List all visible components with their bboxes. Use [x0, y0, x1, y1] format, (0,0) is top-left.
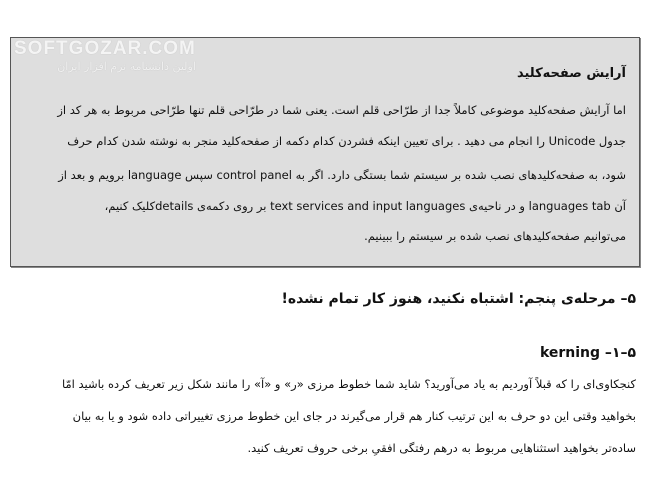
section-heading: ۵– مرحله‌ی پنجم: اشتباه نکنید، هنوز کار تمام نشده! [281, 291, 636, 307]
watermark-brand: SOFTGOZAR.COM [14, 38, 196, 59]
watermark-tagline: اولین دانشنامه نرم افزار ایران [57, 60, 196, 73]
box-line: آن languages tab و در ناحیه‌ی text services and input languages بر روی دکمه‌ی detailsکلیک کنیم، [104, 199, 626, 213]
box-line: می‌توانیم صفحه‌کلیدهای نصب شده بر سیستم را ببینیم. [364, 229, 626, 243]
box-line: جدول Unicode را انجام می دهید . برای تعیین اینکه فشردن کدام دکمه از صفحه‌کلید منجر به نوشته شدن کدام حرف [67, 134, 626, 148]
box-line: اما آرایش صفحه‌کلید موضوعی کاملاً جدا از طرّاحی قلم است. یعنی شما در طرّاحی قلم تنها طرّاحی مربوط به هر کد از [57, 103, 626, 117]
paragraph-line: ساده‌تر بخواهید استثناهایی مربوط به درهم رفتگی افقیِ برخی حروف تعریف کنید. [247, 441, 636, 455]
box-line: شود، به صفحه‌کلیدهای نصب شده بر سیستم شما بستگی دارد. اگر به control panel سپس language برویم و بعد از [58, 168, 626, 182]
paragraph-line: کنجکاوی‌ای را که قبلاً آوردیم به یاد می‌آورید؟ شاید شما خطوط مرزی «ر» و «آ» را مانند شکل زیر تعریف کرده باشید امّا [61, 377, 636, 391]
section-subheading: ۵–۱– kerning [539, 345, 636, 361]
paragraph-line: بخواهید وقتی این دو حرف به این ترتیب کنار هم قرار می‌گیرند در جای این خطوط مرزی تغییراتی داده شود و یا به بیان [72, 409, 636, 423]
box-title: آرایش صفحه‌کلید [516, 66, 626, 81]
watermark [14, 38, 196, 73]
